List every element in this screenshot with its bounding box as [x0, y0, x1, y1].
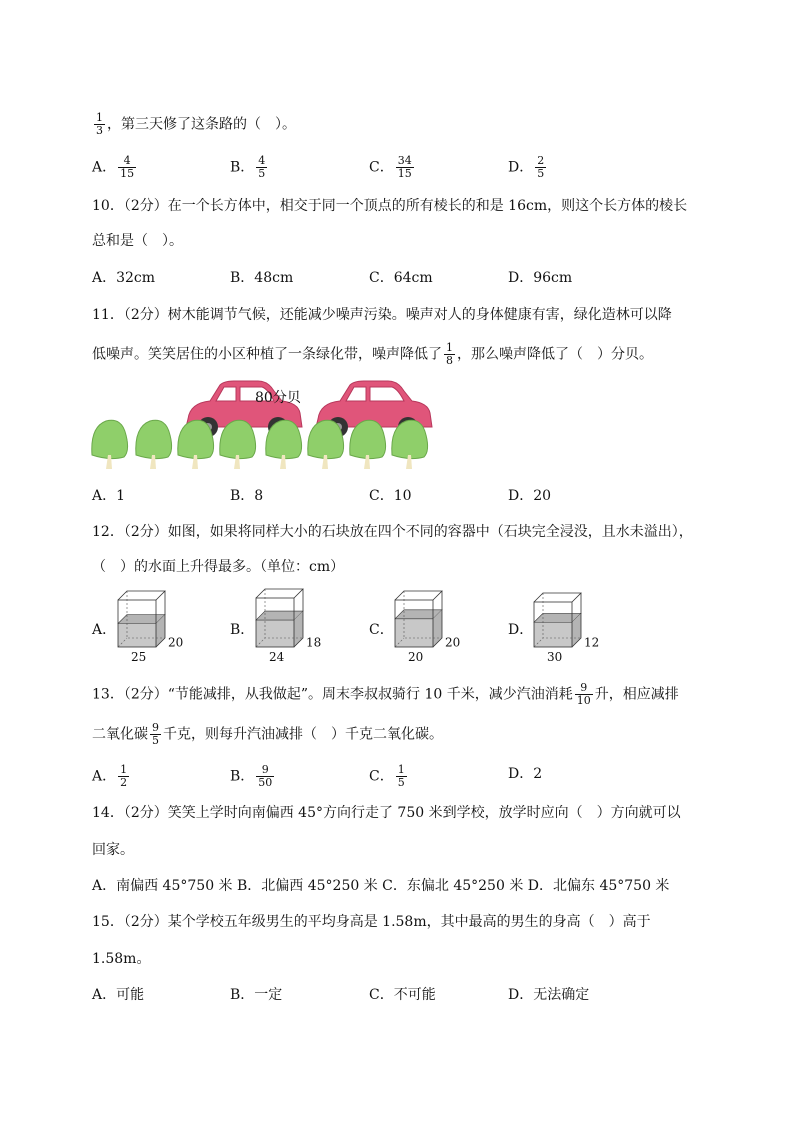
container-a-icon[interactable] [116, 590, 186, 665]
fraction: $\frac{1}{8}$ [446, 341, 453, 367]
water-front [256, 620, 294, 647]
option-a[interactable]: A． $\frac{1}{2}$ [92, 763, 128, 789]
tree-icon [266, 420, 302, 469]
tree-icon [178, 420, 214, 469]
option-a-label[interactable]: A． [92, 622, 117, 638]
option-a[interactable]: A．可能 [92, 987, 145, 1003]
option-b[interactable]: B．8 [230, 488, 264, 504]
tree-icon [392, 420, 428, 469]
cars-trees-illustration [90, 375, 440, 470]
q13-text-line1: 13．（2分）“节能减排，从我做起”。周末李叔叔骑行 10 千米，减少汽油消耗 $\frac{9}{10}$ 升，相应减排 [92, 681, 679, 707]
option-d-label[interactable]: D． [508, 622, 534, 638]
tree-row [92, 420, 428, 469]
tree-icon [350, 420, 386, 469]
q14-text-line1: 14．（2分）笑笑上学时向南偏西 45°方向行走了 750 米到学校，放学时应向（ ）方向就可以 [92, 805, 681, 821]
q14-options[interactable]: A．南偏西 45°750 米 B．北偏西 45°250 米 C．东偏北 45°250 米 D．北偏东 45°750 米 [92, 878, 670, 894]
option-d[interactable]: D．96cm [508, 270, 573, 286]
noise-label: 80分贝 [255, 390, 301, 406]
top-edge [118, 591, 165, 600]
q15-text-line2: 1.58m。 [92, 951, 151, 967]
option-a[interactable]: A． $\frac{4}{15}$ [92, 154, 135, 180]
side-dimension: 18 [306, 635, 322, 650]
option-b[interactable]: B．一定 [230, 987, 283, 1003]
option-c[interactable]: C．10 [369, 488, 412, 504]
option-a[interactable]: A．32cm [92, 270, 156, 286]
fraction: $\frac{9}{5}$ [152, 721, 159, 747]
water-front [395, 619, 433, 647]
top-edge [256, 589, 303, 598]
q12-text-line1: 12．（2分）如图，如果将同样大小的石块放在四个不同的容器中（石块完全浸没，且水未溢出）， [92, 524, 693, 540]
container-b-icon[interactable] [254, 588, 324, 665]
option-a[interactable]: A．1 [92, 488, 126, 504]
option-c[interactable]: C．64cm [369, 270, 433, 286]
q11-text-line2: 低噪声。笑笑居住的小区种植了一条绿化带，噪声降低了 $\frac{1}{8}$ ，那么噪声降低了（ ）分贝。 [92, 341, 653, 367]
container-c-icon[interactable] [393, 590, 463, 665]
option-d[interactable]: D．2 [508, 766, 543, 782]
container-d-icon[interactable] [532, 592, 602, 665]
tree-icon [220, 420, 256, 469]
side-dimension: 20 [168, 635, 184, 650]
option-d[interactable]: D． $\frac{2}{5}$ [508, 154, 545, 180]
water-front [534, 622, 572, 647]
side-dimension: 20 [445, 635, 461, 650]
option-d[interactable]: D．无法确定 [508, 987, 590, 1003]
top-edge [534, 593, 581, 602]
q10-text-line1: 10．（2分）在一个长方体中，相交于同一个顶点的所有棱长的和是 16cm，则这个长方体的棱长 [92, 198, 688, 214]
water-front [118, 624, 156, 648]
option-b[interactable]: B． $\frac{9}{50}$ [230, 763, 273, 789]
option-c[interactable]: C．不可能 [369, 987, 436, 1003]
option-c[interactable]: C． $\frac{1}{5}$ [369, 763, 405, 789]
tree-icon [136, 420, 172, 469]
option-c-label[interactable]: C． [369, 622, 394, 638]
option-b-label[interactable]: B． [230, 622, 255, 638]
bottom-dimension: 24 [269, 650, 285, 664]
q12-text-line2: （ ）的水面上升得最多。（单位：cm） [92, 559, 345, 575]
bottom-dimension: 30 [547, 650, 563, 664]
q11-text-line1: 11．（2分）树木能调节气候，还能减少噪声污染。噪声对人的身体健康有害，绿化造林可以降 [92, 307, 672, 323]
fraction: $\frac{1}{3}$ [96, 111, 103, 137]
option-c[interactable]: C． $\frac{34}{15}$ [369, 154, 412, 180]
fraction: $\frac{9}{10}$ [576, 681, 591, 707]
q10-text-line2: 总和是（ ）。 [92, 233, 183, 249]
bottom-dimension: 20 [408, 650, 424, 664]
option-b[interactable]: B． $\frac{4}{5}$ [230, 154, 266, 180]
option-b[interactable]: B．48cm [230, 270, 294, 286]
q15-text-line1: 15．（2分）某个学校五年级男生的平均身高是 1.58m，其中最高的男生的身高（ ）高于 [92, 914, 651, 930]
q9-continuation: $\frac{1}{3}$ ，第三天修了这条路的（ ）。 [96, 111, 296, 137]
top-edge [395, 591, 442, 600]
side-dimension: 12 [584, 635, 600, 650]
option-d[interactable]: D．20 [508, 488, 552, 504]
tree-icon [308, 420, 344, 469]
q14-text-line2: 回家。 [92, 842, 134, 858]
bottom-dimension: 25 [131, 650, 147, 664]
tree-icon [92, 420, 128, 469]
q13-text-line2: 二氧化碳 $\frac{9}{5}$ 千克，则每升汽油减排（ ）千克二氧化碳。 [92, 721, 443, 747]
